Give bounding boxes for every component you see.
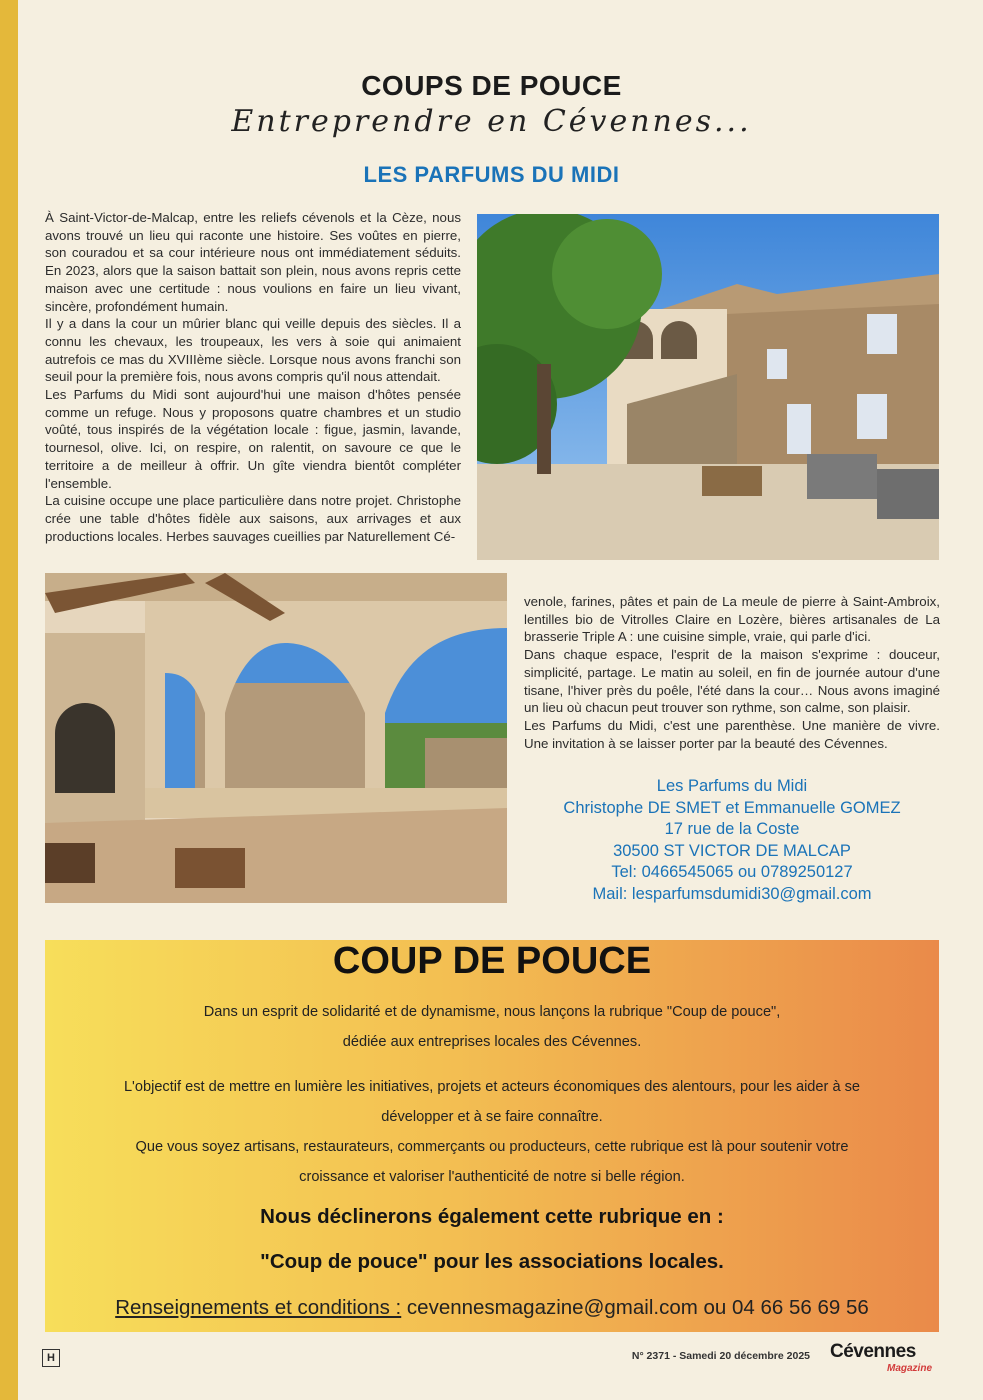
issue-info: N° 2371 - Samedi 20 décembre 2025 [631, 1350, 810, 1362]
promo-bold-line: Nous déclinerons également cette rubrique en : [260, 1205, 724, 1228]
yellow-side-band [0, 0, 18, 1400]
page-subtitle: Entreprendre en Cévennes... [231, 104, 752, 139]
promo-box [45, 940, 939, 1332]
contact-street: 17 rue de la Coste [664, 820, 800, 839]
promo-line: dédiée aux entreprises locales des Cévennes. [342, 1034, 642, 1050]
promo-bold-line: "Coup de pouce" pour les associations locales. [260, 1250, 724, 1273]
promo-line: Dans un esprit de solidarité et de dynamisme, nous lançons la rubrique "Coup de pouce", [203, 1004, 781, 1020]
article-paragraph: Il y a dans la cour un mûrier blanc qui veille depuis des siècles. Il a connu les chevaux, les troupeaux, les vers à soie qui animaient autrefois ce mas du XVIIIème siècle. Lorsque nous avons franchi son seuil pour la première fois, nous avons compris qu'il nous attendait. [45, 316, 461, 385]
contact-phone: Tel: 0466545065 ou 0789250127 [611, 863, 853, 882]
article-title: LES PARFUMS DU MIDI [363, 162, 620, 187]
article-column-2 [524, 593, 940, 752]
article-paragraph: À Saint-Victor-de-Malcap, entre les reliefs cévenols et la Cèze, nous avons trouvé un lieu qui raconte une histoire. Ses voûtes en pierre, son couradou et sa cour intérieure nous ont immédiatement séduits. En 2023, alors que la saison battait son plein, nous avons repris cette maison avec une certitude : nous voulions en faire un lieu vivant, sincère, profondément humain. [45, 210, 461, 314]
promo-line: croissance et valoriser l'authenticité de notre si belle région. [299, 1169, 685, 1185]
promo-line: Que vous soyez artisans, restaurateurs, commerçants ou producteurs, cette rubrique est là pour soutenir votre [135, 1139, 849, 1155]
page-section-letter: H [42, 1349, 60, 1367]
contact-email: Mail: lesparfumsdumidi30@gmail.com [592, 884, 872, 903]
article-paragraph: venole, farines, pâtes et pain de La meule de pierre à Saint-Ambroix, lentilles bio de Vitrolles Claire en Lozère, bières artisanales de La brasserie Triple A : une cuisine simple, vraie, qui parle d'ici. [524, 594, 940, 645]
promo-footer-contact: cevennesmagazine@gmail.com ou 04 66 56 69 56 [401, 1296, 869, 1319]
contact-city: 30500 ST VICTOR DE MALCAP [613, 841, 851, 860]
magazine-logo-sub: Magazine [887, 1363, 933, 1374]
article-paragraph: Dans chaque espace, l'esprit de la maison s'exprime : douceur, simplicité, partage. Le matin au soleil, en fin de journée autour d'une tisane, l'hiver près du poêle, l'été dans la cour… Nous avons imaginé un lieu où chacun peut trouver son rythme, son calme, son plaisir. [524, 647, 940, 716]
promo-line: L'objectif est de mettre en lumière les initiatives, projets et acteurs économiques des alentours, pour les aider à se [123, 1079, 861, 1095]
magazine-logo: Cévennes [830, 1341, 916, 1362]
article-paragraph: La cuisine occupe une place particulière dans notre projet. Christophe crée une table d'hôtes fidèle aux saisons, aux arrivages et aux productions locales. Herbes sauvages cueillies par Naturellement Cé- [45, 493, 461, 544]
promo-footer-label: Renseignements et conditions : [115, 1296, 402, 1319]
article-paragraph: Les Parfums du Midi, c'est une parenthèse. Une manière de vivre. Une invitation à se laisser porter par la beauté des Cévennes. [524, 717, 940, 751]
contact-owners: Christophe DE SMET et Emmanuelle GOMEZ [563, 798, 901, 817]
promo-paragraph [105, 1072, 879, 1192]
promo-paragraph [105, 997, 879, 1057]
courtyard-photo [477, 214, 939, 560]
article-paragraph: Les Parfums du Midi sont aujourd'hui une maison d'hôtes pensée comme un refuge. Nous y proposons quatre chambres et un studio voûté, tous inspirés de la végétation locale : figue, jasmin, lavande, tournesol, olive. Ici, on respire, on ralentit, on savoure ce que le territoire a de meilleur à offrir. Un gîte viendra bientôt compléter l'ensemble. [45, 387, 461, 491]
arcade-photo [45, 573, 507, 903]
promo-footer [45, 1296, 939, 1320]
article-column-1 [45, 209, 461, 545]
page-title: COUPS DE POUCE [361, 70, 622, 101]
contact-block [515, 776, 949, 906]
promo-line: développer et à se faire connaître. [381, 1109, 603, 1125]
contact-name: Les Parfums du Midi [656, 777, 808, 795]
promo-title: COUP DE POUCE [332, 940, 652, 982]
